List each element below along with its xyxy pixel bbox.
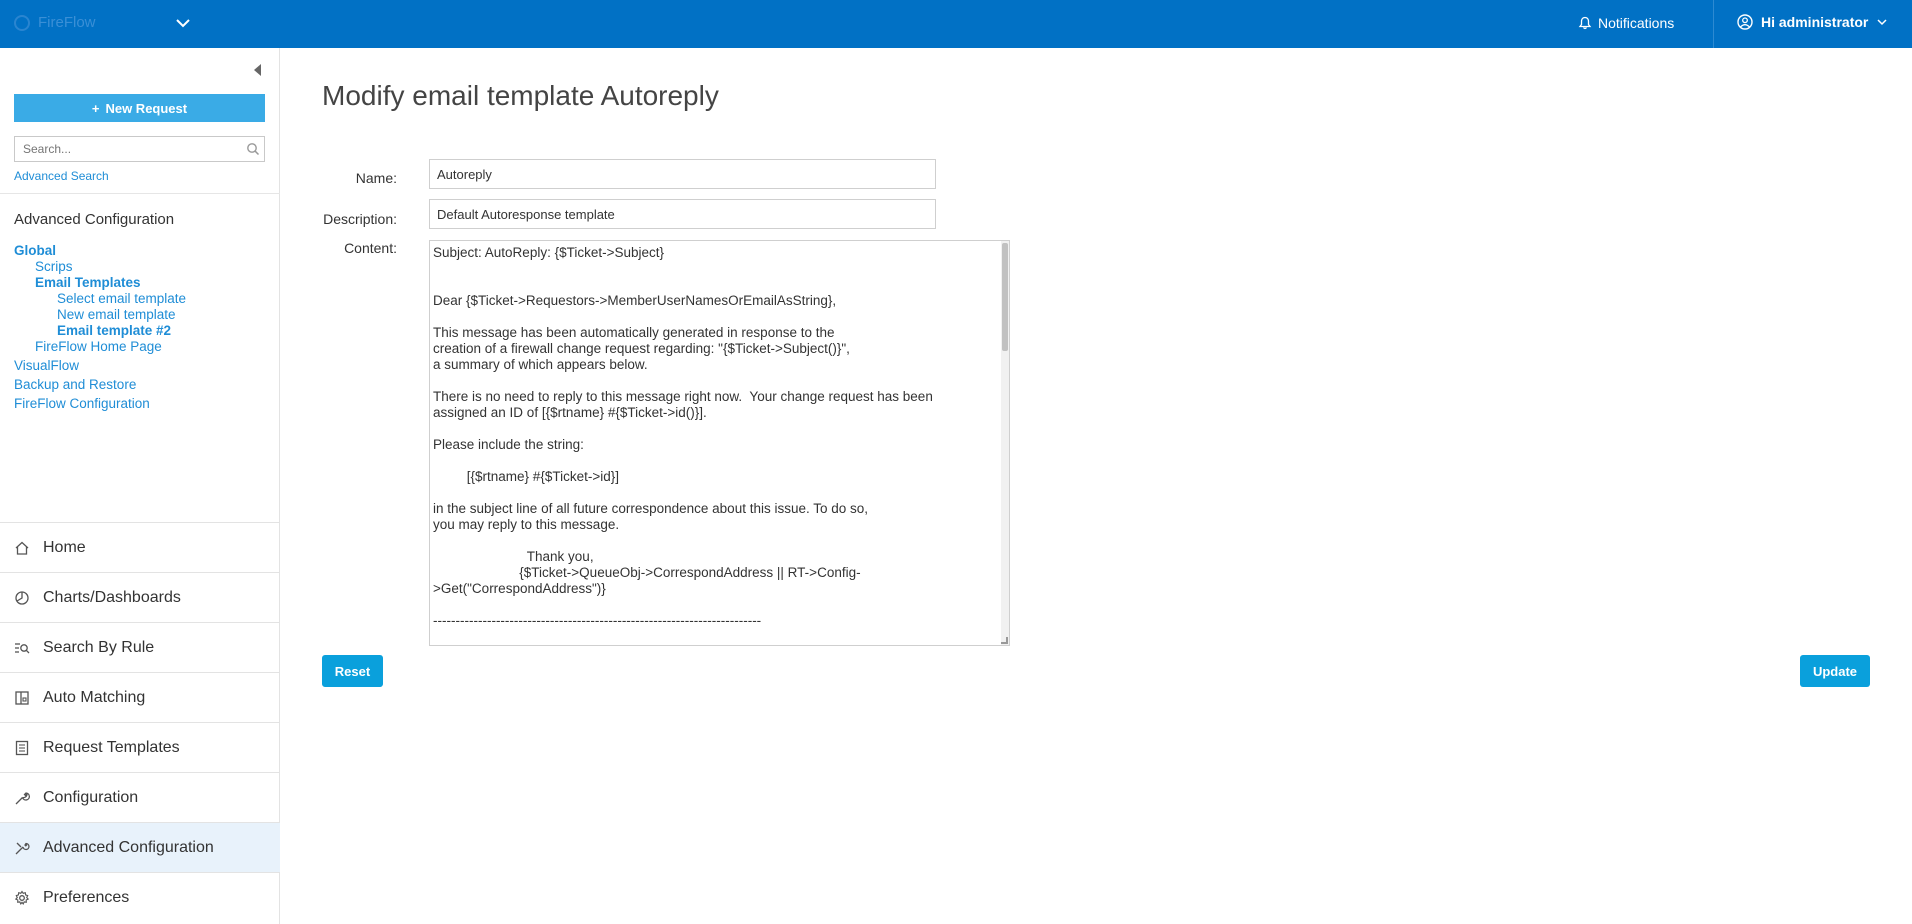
tree-item-select-email-template[interactable]: Select email template [57,291,187,306]
nav-label: Auto Matching [43,688,146,706]
name-label: Name: [355,170,397,186]
notifications-button[interactable] [1578,15,1674,31]
new-request-label: New Request [105,100,188,116]
nav-label: Configuration [43,788,139,806]
main-nav [0,522,280,922]
chevron-down-icon[interactable] [174,14,192,32]
tree-item-email-templates[interactable]: Email Templates [35,275,141,290]
auto-matching-icon [14,690,30,706]
tools-icon [14,840,30,856]
new-request-button[interactable] [14,94,265,122]
sidebar-search [14,136,265,162]
nav-item-advanced-configuration[interactable] [0,822,280,872]
nav-item-configuration[interactable] [0,772,280,822]
collapse-sidebar-icon[interactable] [254,64,261,76]
content-text[interactable]: Subject: AutoReply: {$Ticket->Subject} Dear {$Ticket->Requestors->MemberUserNamesOrEmailAsString}, This message has been automatically generated in response to the creation of a firewall change request regarding: "{$Ticket->Subject()}", a summary of which appears below. There is no need to reply to this message right now. Your change request has been assigned an ID of [{$rtname} #{$Ticket->id()}]. Please include the string: [{$rtname} #{$Ticket->id}] in the subject line of all future correspondence about this issue. To do so, you may reply to this message. Thank you, {$Ticket->QueueObj->CorrespondAddress || RT->Config- >Get("CorrespondAddress")} ------------------------------------------------------------------------- [433,245,933,628]
nav-label: Request Templates [43,738,180,756]
user-icon [1737,14,1753,30]
nav-label: Search By Rule [43,638,155,656]
top-bar [0,0,1912,48]
nav-label: Charts/Dashboards [43,588,181,606]
description-label: Description: [323,211,397,227]
search-rule-icon [14,640,30,656]
description-field-wrapper [429,199,936,229]
tree-item-visualflow[interactable]: VisualFlow [14,358,80,373]
search-icon[interactable] [246,142,260,156]
user-menu[interactable] [1737,14,1888,30]
scrollbar-track[interactable] [1001,241,1009,645]
sidebar [0,48,280,924]
tree-item-backup-restore[interactable]: Backup and Restore [14,377,137,392]
notifications-label: Notifications [1598,15,1675,31]
advanced-search-link[interactable]: Advanced Search [14,169,109,183]
config-tree [14,243,186,412]
nav-item-request-templates[interactable] [0,722,280,772]
bell-icon [1578,16,1592,30]
logo-icon [14,15,30,31]
brand-name: FireFlow [38,14,96,31]
nav-label: Home [43,538,86,556]
topbar-divider [1713,0,1714,48]
name-field[interactable] [430,160,935,188]
user-name: Hi administrator [1761,14,1869,30]
tree-item-email-template-2[interactable]: Email template #2 [57,323,172,338]
nav-label: Preferences [43,888,130,906]
wrench-icon [14,790,30,806]
tree-item-fireflow-configuration[interactable]: FireFlow Configuration [14,396,150,411]
tree-item-scrips[interactable]: Scrips [35,259,73,274]
plus-icon: + [91,100,100,116]
description-field[interactable] [430,200,935,228]
brand-logo[interactable] [14,14,96,31]
content-textarea[interactable] [429,240,1010,646]
search-input[interactable] [15,137,264,161]
tree-item-fireflow-home-page[interactable]: FireFlow Home Page [35,339,162,354]
name-field-wrapper [429,159,936,189]
content-label: Content: [344,240,397,256]
nav-item-home[interactable] [0,522,280,572]
nav-item-auto-matching[interactable] [0,672,280,722]
tree-item-global[interactable]: Global [14,243,57,258]
chart-icon [14,590,30,606]
section-title: Advanced Configuration [14,211,175,228]
nav-item-charts-dashboards[interactable] [0,572,280,622]
tree-item-new-email-template[interactable]: New email template [57,307,176,322]
nav-label: Advanced Configuration [43,838,214,856]
chevron-down-icon [1876,16,1888,28]
nav-item-preferences[interactable] [0,872,280,922]
update-button[interactable]: Update [1800,655,1870,687]
nav-item-search-by-rule[interactable] [0,622,280,672]
reset-button[interactable]: Reset [322,655,383,687]
resize-handle[interactable] [1001,637,1008,644]
scrollbar-thumb[interactable] [1002,243,1008,351]
gear-icon [14,890,30,906]
home-icon [14,540,30,556]
divider [0,193,280,194]
page-title: Modify email template Autoreply [322,80,719,111]
request-templates-icon [14,740,30,756]
